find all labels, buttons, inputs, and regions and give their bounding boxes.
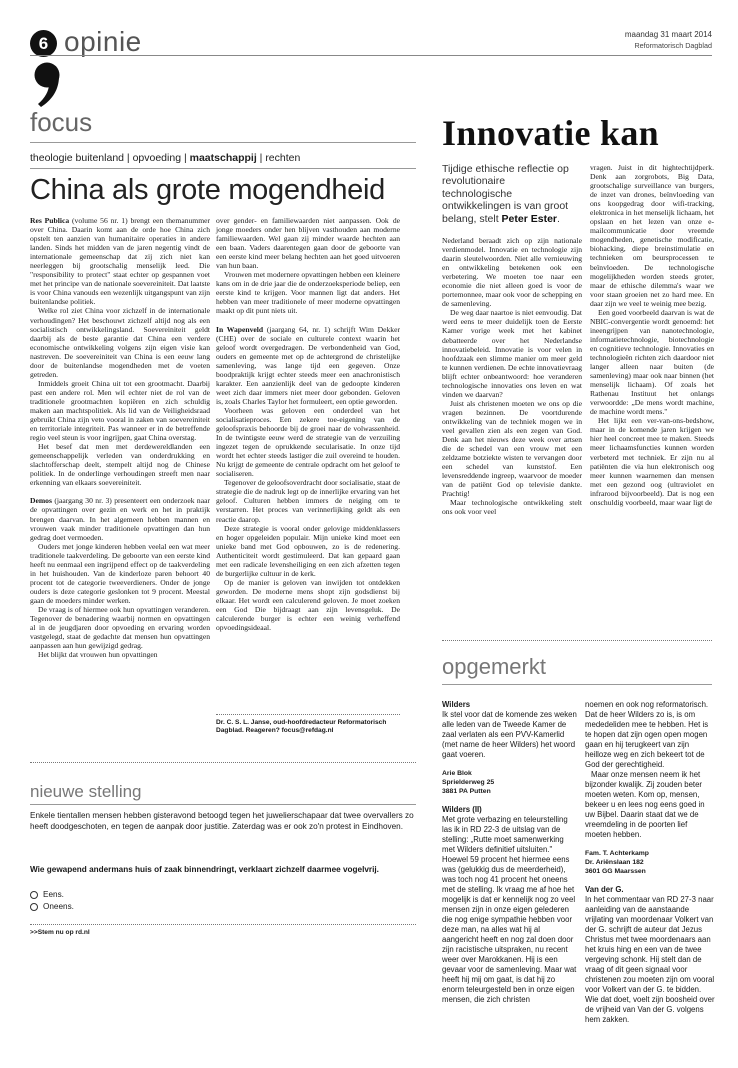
stelling-bottom-rule <box>30 924 416 925</box>
paragraph: Welke rol ziet China voor zichzelf in de internationale verhoudingen? Het beschouwt zichzelf altijd nog als een socialistisch ontwikkelingsland. Soevereiniteit geldt daarbij als de beste garantie dat China een verdere economische ontwikkeling volgens zijn eigen visie kan nastreven. De soevereiniteit van China is een eeuw lang door de buitenlandse mogendheden met de voeten getreden. <box>30 306 210 379</box>
nav-sep: | <box>126 152 130 164</box>
opgemerkt-column-2 <box>585 700 715 1056</box>
focus-label: focus <box>30 107 93 137</box>
letter-city: 3601 GG Maarssen <box>585 868 646 875</box>
letter-heading: Van der G. <box>585 885 624 894</box>
letter-street: Sprielderweg 25 <box>442 779 495 786</box>
innovatie-column-1 <box>442 236 582 632</box>
paragraph: De vraag is of hiermee ook hun opvattingen veranderen. Tegenover de benadering waarbij normen en opvattingen al in de jeugdjaren door opvoeding en ervaring worden vastgelegd, staat de gedachte dat mensen hun opvattingen aanpassen aan hun gewijzigd gedrag. <box>30 604 210 651</box>
paragraph: vragen. Juist in dit hightechtijdperk. Denk aan zorgrobots, Big Data, grootschalige surveillance van burgers, de inzet van drones, beïnvloeding van ons koopgedrag door wifi-tracking, elektronica in het menselijk lichaam, het opslaan en het lezen van onze e-mailcommunicatie door vreemde mogendheden, genetische modificatie, biohacking, diepe breinstimulatie en technieken om beursprocessen te beïnvloeden. De technologische mogelijkheden worden steeds groter, maar de ethische dilemma's waar we voor staan groeien net zo hard mee. En daar zijn we veel te weinig mee bezig. <box>590 163 714 308</box>
letter-heading: Wilders <box>442 700 471 709</box>
page-number: 6 <box>38 34 49 53</box>
letter-heading: Wilders (II) <box>442 805 482 814</box>
stelling-question: Wie gewapend andermans huis of zaak binnendringt, verklaart zichzelf daarmee vogelvrij. <box>30 865 379 874</box>
vote-link[interactable]: >>Stem nu op rd.nl <box>30 929 90 936</box>
intro-text: Tijdige ethische reflectie op revolutionaire technologische ontwikkelingen is van groot belang, stelt <box>442 163 569 225</box>
intro-end: . <box>557 212 560 225</box>
letter-street: Dr. Ariënslaan 182 <box>585 859 644 866</box>
paragraph: (volume 56 nr. 1) brengt een themanummer over China. Daarin komt aan de orde hoe China zich opstelt ten aanzien van humanitaire operaties in andere landen. Sinds het midden van de jaren negentig vindt de internationale gemeenschap dat zij zich niet kan neerleggen bij grootschalig menselijk leed. Die "responsibility to protect" staat echter op gespannen voet met het principe van de nationale soevereiniteit. Dat laatste is voor China vanouds een wezenlijk uitgangspunt van zijn buitenlandse politiek. <box>30 216 210 307</box>
opgemerkt-rule <box>442 684 712 685</box>
option-label: Eens. <box>43 890 64 899</box>
letter-text: Maar onze mensen neem ik het bijzonder kwalijk. Zij zouden beter moeten weten. Kom op, mensen, bekeer u en lees nog eens goed in uw Bijbel. Daarin staat dat we de vreemdeling in de poorten lief moeten hebben. <box>585 770 705 839</box>
paragraph: Een goed voorbeeld daarvan is wat de NBIC-convergentie wordt genoemd: het ineengrijpen van nanotechnologie, informatietechnologie, biotechnologie en cognitieve technologie. Innovaties en technologieën richten zich daardoor niet langer alleen naar buiten (de samenleving) maar ook naar binnen (het menselijk lichaam). Of zoals het Rathenau Instituut het onlangs verwoordde: „De mens wordt machine, de machine wordt mens." <box>590 307 714 417</box>
stelling-text: Enkele tientallen mensen hebben gisteravond betoogd tegen het juwelierschapaar dat twee overvallers zo heeft doodgeschoten, en tegen de aanpak door justitie. Zaterdag was er ook zo'n protest in Eindhoven. <box>30 811 414 831</box>
opgemerkt-title: opgemerkt <box>442 654 546 679</box>
demos-lead: Demos <box>30 496 52 506</box>
paragraph: Vrouwen met modernere opvattingen hebben een kleinere kans om in de drie jaar die de onderzoeksperiode beliep, een eerste kind te krijgen. Voor mannen ligt dat anders. Het hebben van meer traditionele of meer moderne opvattingen maakt op dit punt niets uit. <box>216 270 400 316</box>
page-number-badge <box>30 30 57 57</box>
paragraph: Tegenover de geloofsoverdracht door socialisatie, staat de strategie die de nadruk legt op de innerlijke ervaring van het geloof. Culturen hebben immers de neiging om te verstarren. Het proces van verinnerlijking geldt als een reactie daarop. <box>216 478 400 524</box>
nav-theologie[interactable]: theologie buitenland <box>30 152 124 164</box>
wapenveld-lead: In Wapenveld <box>216 324 264 334</box>
paragraph: Het blijkt dat vrouwen hun opvattingen <box>38 650 158 660</box>
paragraph: Maar technologische ontwikkeling stelt ons ook voor veel <box>442 498 582 517</box>
innovatie-column-2 <box>590 163 714 615</box>
letter-text: In het commentaar van RD 27-3 naar aanleiding van de aanstaande vrijlating van moordenaar Volkert van der G. schrijft de auteur dat Jezus Christus met twee moordenaars aan het kruis hing en een van de twee vergeving schonk. Hij stelt dan de vraag of dit geen signaal voor christenen zou moeten zijn om vooral voor Volkert van der G. te bidden. Wie dat doet, voelt zijn boosheid over de vrijheid van Van der G. volgens hem zakken. <box>585 895 715 1024</box>
paragraph: over gender- en familiewaarden niet aanpassen. Ook de jonge moeders onder hen blijven vasthouden aan moderne familiewaarden. Wel gaan zij minder waarde hechten aan een baan. Vaders daarentegen gaan door de geboorte van een eerste kind meer belang hechten aan het goed uitvoeren van hun baan. <box>216 216 400 271</box>
focus-nav-rule <box>30 168 416 169</box>
paragraph: Het lijkt een ver-van-ons-bedshow, maar in de komende jaren krijgen we hier heel concreet mee te maken. Steeds meer lichaamsfuncties kunnen worden verbeterd met techniek. Er zijn nu al patiënten die via hun elektronisch oog meer kunnen waarnemen dan mensen met een gezond oog (ultraviolet en infrarood bijvoorbeeld). Dat is nog een onschuldig voorbeeld, maar waar ligt de <box>590 416 714 507</box>
paragraph: (jaargang 30 nr. 3) presenteert een onderzoek naar de opvattingen over gezin en werk en het in praktijk brengen daarvan. In het algemeen hebben mannen en vrouwen vaak minder traditionele opvattingen dan hun gedrag doet vermoeden. <box>30 496 210 542</box>
header-rule <box>30 55 712 56</box>
opgemerkt-top-rule <box>442 640 712 641</box>
comma-logo <box>30 62 64 108</box>
radio-icon[interactable] <box>30 903 38 911</box>
paragraph: Nederland beraadt zich op zijn nationale verdienmodel. Innovatie en technologie zijn daarin sleutelwoorden. Niet alle vernieuwing en ontwikkeling betekenen ook een verbetering. We moeten toe naar een economie die niet alleen goed is voor de portemonnee, maar ook voor de schepping en de samenleving. <box>442 236 582 309</box>
paragraph: Voorheen was geloven een onderdeel van het socialisatieproces. Een zekere toe-eigening van de geloofspraxis behoorde bij de groei naar de volwassenheid. In de twintigste eeuw werd de strategie van de verzuiling ingezet tegen de oprukkende secularisatie. In onze tijd wordt het echter steeds lastiger die zuil overeind te houden. Nu krijgt de gemeente de centrale opdracht om het geloof te socialiseren. <box>216 405 400 479</box>
paragraph: (jaargang 64, nr. 1) schrijft Wim Dekker (CHE) over de sociale en culturele context waarin het geloof wordt overgedragen. De verbondenheid van God, ouders en gemeente met op de achtergrond de christelijke samenleving, was lange tijd een gegeven. Onze boodpraktijk krijgt echter steeds meer een anachronistisch karakter. Een aanzienlijk deel van de gedoopte kinderen weet zich daar immers niet meer door gebonden. Geloven is, zoals Charles Taylor het formuleert, een optie geworden. <box>216 324 400 406</box>
publication-name: Reformatorisch Dagblad <box>634 41 712 50</box>
nav-sep: | <box>183 152 187 164</box>
paragraph: Deze strategie is vooral onder gelovige middenklassers en hoger opgeleiden populair. Mijn unieke kind moet een unieke band met God opbouwen, zo is de redenering. Authenticiteit wordt gestimuleerd. Dat kan gepaard gaan met een radicale levensheiliging en een zich afzetten tegen de burgerlijke cultuur in de kerk. <box>216 523 400 578</box>
stelling-rule <box>30 804 416 805</box>
nav-sep: | <box>259 152 263 164</box>
letter-author: Arie Blok <box>442 770 472 777</box>
nav-opvoeding[interactable]: opvoeding <box>132 152 182 164</box>
focus-signature: Dr. C. S. L. Janse, oud-hoofdredacteur Reformatorisch Dagblad. Reageren? focus@refdag.nl <box>216 719 387 735</box>
focus-nav <box>30 152 300 164</box>
letter-author: Fam. T. Achterkamp <box>585 850 649 857</box>
res-publica-lead: Res Publica <box>30 216 70 225</box>
signature-rule <box>216 714 400 715</box>
innovatie-headline: Innovatie kan <box>442 113 659 153</box>
letter-city: 3881 PA Putten <box>442 788 491 795</box>
focus-headline: China als grote mogendheid <box>30 174 385 206</box>
stelling-top-rule <box>30 762 416 763</box>
paragraph: Juist als christenen moeten we ons op die vragen bezinnen. De voortdurende ontwikkeling van de techniek mogen we in veel gevallen zien als een zegen van God. Denk aan het nieuws deze week over artsen die de schedel van een vrouw met een zeldzame botziekte wisten te vervangen door een schedel van kunststof. Een levensreddende ingreep, waarvoor de moeder van de patiënt God op televisie dankte. Prachtig! <box>442 398 582 499</box>
option-label: Oneens. <box>43 902 74 911</box>
focus-column-2 <box>204 216 400 706</box>
paragraph: Het besef dat men met derdewereldlanden een gemeenschappelijk verleden van onderdrukking en slachtofferschap deelt, stempelt altijd nog de Chinese politiek. In de onderlinge verhoudingen streeft men naar erkenning van elkaars soevereiniteit. <box>30 442 210 488</box>
letter-text: noemen en ook nog reformatorisch. Dat de heer Wilders zo is, is om mededeliden mee te hebben. Het is te hopen dat zijn ogen open mogen gaan en hij terugkeert van zijn heilloze weg en zich bekeert tot de God der gerechtigheid. <box>585 700 709 769</box>
stelling-title: nieuwe stelling <box>30 782 142 801</box>
paragraph: Ouders met jonge kinderen hebben veelal een wat meer traditionele taakverdeling. De geboorte van een eerste kind heeft nu eenmaal een ingrijpend effect op de taakverdeling in het huishouden. Van de kinderloze paren behoort 40 procent tot de categorie tweeverdieners. Onder de jonge ouders is deze categorie geslonken tot 9 procent. Meestal gaan de moeders minder werken. <box>30 541 210 605</box>
section-title: opinie <box>64 26 142 57</box>
focus-rule <box>30 142 416 143</box>
nav-maatschappij[interactable]: maatschappij <box>189 152 257 164</box>
paragraph: Op de manier is geloven van inwijden tot ontdekken geworden. De moderne mens shopt zijn godsdienst bij elkaar. Het wordt een calculerend geloven. Je moet zoeken een God Die bijdraagt aan zijn levensgeluk. De calculerende burger is echter een weinig verheffend opvoedingsideaal. <box>216 577 400 633</box>
author-name: Peter Ester <box>501 212 557 225</box>
innovatie-intro <box>442 163 577 225</box>
letter-text: Met grote verbazing en teleurstelling las ik in RD 22-3 de uitslag van de stelling: „Rutte moet samenwerking met Wilders definitief uitsluiten." Hoewel 59 procent het hiermee eens was (gelukkig dus de meerderheid), was toch nog 41 procent het oneens met de stelling. Ik vraag me af hoe het mogelijk is dat er kennelijk nog zo veel mensen zijn in onze eigen gelederen die nog enige sympathie hebben voor deze man, na alles wat hij al aangericht heeft en nog zal doen door zijn racistische uitspraken, nu recent weer over Marokkanen. Hij is een gevaar voor de samenleving. Maar wat heeft hij mij om gaat, is dat hij zo enorm teleurgesteld ben in onze eigen mensen, die zich christen <box>442 815 577 1004</box>
focus-column-1 <box>30 216 210 756</box>
radio-icon[interactable] <box>30 891 38 899</box>
issue-date: maandag 31 maart 2014 <box>624 30 712 39</box>
opgemerkt-column-1 <box>442 700 578 1056</box>
paragraph: Inmiddels groeit China uit tot een grootmacht. Daarbij past een andere rol. Men wil echter niet de rol van de traditionele grootmachten kopiëren en zich schuldig maken aan machtspolitiek. Als lid van de Veiligheidsraad gebruikt China zijn veto vooral in zaken van soevereiniteit en territoriale integriteit. Pas wanneer er in de betreffende regio veel steun is voor ingrijpen, gaat China overstag. <box>30 378 210 443</box>
paragraph: De weg daar naartoe is niet eenvoudig. Dat werd eens te meer duidelijk toen de Eerste Kamer vorige week met het kabinet debatteerde over het Nederlandse innovatiebeleid. Innovatie is voor velen in hoofdzaak een slimme manier om meer geld te kunnen verdienen. De echte innovatievraag blijft echter onbeantwoord: hoe veranderen technologische innovaties ons leven en wat vinden we daarvan? <box>442 308 582 399</box>
option-oneens[interactable] <box>30 902 74 911</box>
nav-rechten[interactable]: rechten <box>265 152 301 164</box>
letter-text: Ik stel voor dat de komende zes weken alle leden van de Tweede Kamer de zaal verlaten als een PVV-Kamerlid (met name de heer Wilders) het woord gaat voeren. <box>442 710 577 759</box>
option-eens[interactable] <box>30 890 64 899</box>
